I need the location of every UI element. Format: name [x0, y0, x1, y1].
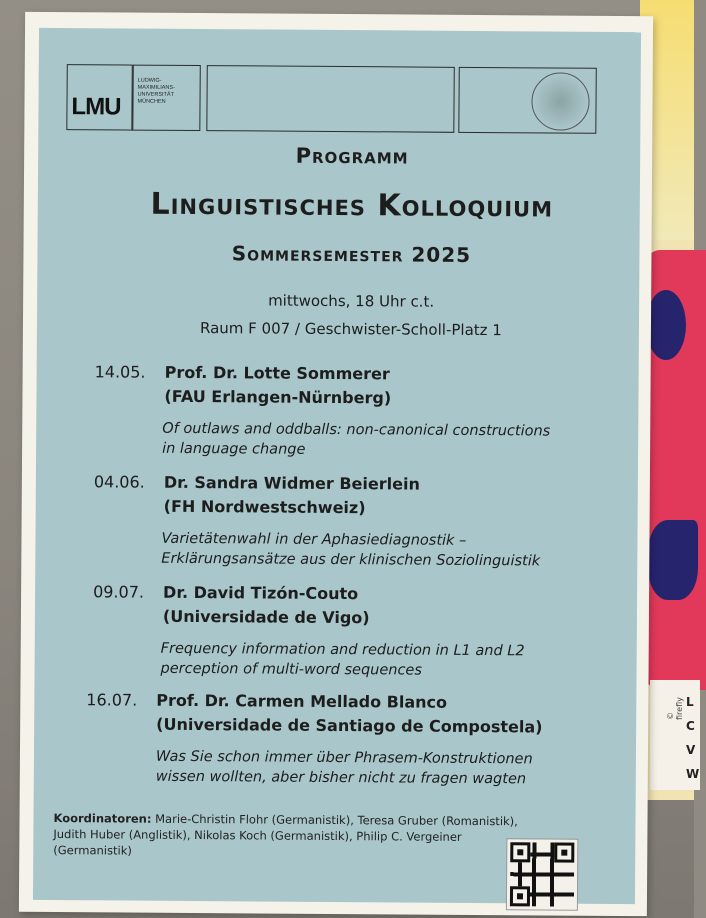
- talk-entry: [35, 582, 663, 679]
- qr-finder: [510, 886, 530, 906]
- talk-topic-line: Erklärungsansätze aus der klinischen Soziolinguistik: [161, 550, 541, 570]
- schedule-time: mittwochs, 18 Uhr c.t.: [268, 291, 435, 311]
- talk-speaker: Prof. Dr. Lotte Sommerer: [164, 362, 390, 384]
- talk-institution: (FH Nordwestschweiz): [163, 496, 366, 518]
- talk-speaker: Dr. David Tizón-Couto: [163, 582, 359, 604]
- talk-topic-line: Of outlaws and oddballs: non-canonical constructions: [162, 420, 551, 440]
- lmu-logo: [66, 64, 132, 130]
- talk-topic-line: Was Sie schon immer über Phrasem-Konstruktionen: [155, 748, 533, 768]
- poster-letter: V: [686, 743, 696, 757]
- poster-letter: L: [686, 695, 694, 709]
- poster-letter: C: [686, 719, 695, 733]
- talk-topic-line: wissen wollten, aber bisher nicht zu fragen wagten: [155, 768, 527, 788]
- coordinators-label: Koordinatoren:: [53, 811, 152, 826]
- talk-date: 04.06.: [93, 472, 145, 492]
- talk-institution: (FAU Erlangen-Nürnberg): [164, 386, 392, 408]
- talk-institution: (Universidade de Vigo): [162, 606, 370, 628]
- university-seal-icon: [531, 72, 589, 130]
- talk-date: 09.07.: [93, 582, 145, 602]
- talk-topic-line: Varietätenwahl in der Aphasiediagnostik –: [161, 530, 467, 549]
- page-title: Linguistisches Kolloquium: [150, 186, 554, 225]
- talk-date: 16.07.: [86, 690, 138, 710]
- seal-box: [458, 67, 596, 134]
- talk-topic: [156, 747, 626, 790]
- coordinators-names: Marie-Christin Flohr (Germanistik), Teresa Gruber (Romanistik), Judith Huber (Anglistik), Nikolas Koch (Germanistik), Philip C. Vergeiner (Germanistik): [53, 811, 518, 858]
- talk-institution: (Universidade de Santiago de Compostela): [156, 714, 543, 737]
- poster-blue-shape: [648, 520, 698, 600]
- qr-finder: [554, 843, 574, 863]
- talk-topic-line: Frequency information and reduction in L1 and L2: [160, 640, 525, 660]
- university-name-box: [132, 65, 200, 131]
- header-empty-box: [206, 65, 454, 133]
- semester-label: Sommersemester 2025: [231, 241, 472, 267]
- poster-credit: © firefly: [666, 697, 684, 720]
- talk-entry: [36, 472, 664, 570]
- location: Raum F 007 / Geschwister-Scholl-Platz 1: [199, 319, 502, 340]
- university-name: LUDWIG- MAXIMILIANS- UNIVERSITÄT MÜNCHEN: [137, 77, 175, 105]
- program-label: Programm: [295, 143, 409, 169]
- poster-letters: [686, 690, 699, 786]
- talk-entry: [37, 362, 665, 458]
- talk-topic: [160, 639, 630, 682]
- talk-entry: [34, 690, 662, 788]
- talk-speaker: Prof. Dr. Carmen Mellado Blanco: [156, 690, 448, 712]
- talk-topic: [161, 529, 631, 572]
- colloquium-flyer: [19, 12, 653, 916]
- qr-finder: [510, 842, 530, 862]
- talk-topic-line: perception of multi-word sequences: [160, 660, 423, 679]
- flyer-print-area: [33, 28, 641, 904]
- lmu-logo-mark: LMU: [71, 93, 121, 121]
- talk-speaker: Dr. Sandra Widmer Beierlein: [163, 472, 420, 494]
- talk-date: 14.05.: [94, 362, 146, 382]
- poster-letter: W: [686, 767, 700, 781]
- qr-code-icon[interactable]: [507, 839, 577, 909]
- coordinators: [53, 810, 523, 861]
- talk-topic: [162, 419, 632, 462]
- talk-topic-line: in language change: [162, 440, 306, 458]
